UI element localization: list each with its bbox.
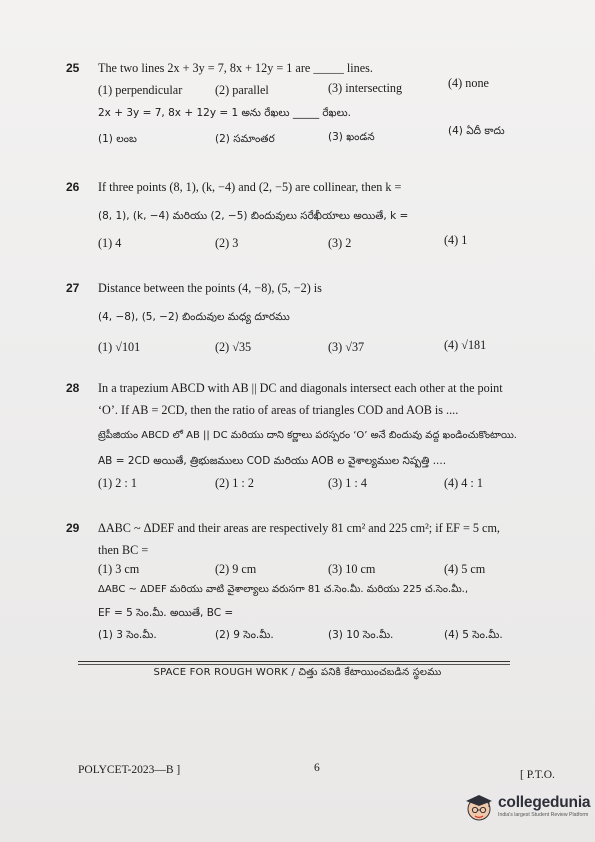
option-4: (4) √181 <box>444 338 487 352</box>
question-28 <box>66 382 566 492</box>
option-1-te: (1) 3 సెం.మీ. <box>98 629 157 641</box>
question-25 <box>66 62 566 152</box>
question-text-en-2: ‘O’. If AB = 2CD, then the ratio of areas of triangles COD and AOB is .... <box>98 403 459 417</box>
question-text-en: If three points (8, 1), (k, −4) and (2, −5) are collinear, then k = <box>98 180 402 194</box>
option-3: (3) √37 <box>328 340 365 354</box>
question-number: 28 <box>66 381 80 395</box>
option-1: (1) 3 cm <box>98 562 140 576</box>
option-2: (2) 1 : 2 <box>215 476 254 490</box>
question-number: 25 <box>66 61 80 75</box>
question-text-en-1: In a trapezium ABCD with AB || DC and diagonals intersect each other at the point <box>98 381 503 395</box>
question-number: 26 <box>66 180 80 194</box>
option-1: (1) perpendicular <box>98 83 183 97</box>
collegedunia-watermark <box>460 786 591 830</box>
option-1: (1) 4 <box>98 236 122 250</box>
question-number: 29 <box>66 521 80 535</box>
question-text-te-2: AB = 2CD అయితే, త్రిభుజములు COD మరియు AOB ల వైశాల్యముల నిష్పత్తి .... <box>98 455 447 467</box>
option-1-te: (1) లంబ <box>98 133 137 145</box>
option-3-te: (3) ఖండన <box>328 131 375 143</box>
rough-work-divider <box>78 661 510 662</box>
question-number: 27 <box>66 281 80 295</box>
rough-work-label <box>0 666 595 680</box>
option-3: (3) 10 cm <box>328 562 376 576</box>
question-text-te: 2x + 3y = 7, 8x + 12y = 1 అను రేఖలు _____ రేఖలు. <box>98 107 351 119</box>
option-4: (4) 1 <box>444 233 468 247</box>
option-4: (4) 4 : 1 <box>444 476 483 490</box>
rough-work-text: SPACE FOR ROUGH WORK / చిత్తు పనికి కేటాయించబడిన స్థలము <box>153 667 442 678</box>
option-2-te: (2) 9 సెం.మీ. <box>215 629 274 641</box>
question-27 <box>66 282 566 352</box>
option-3: (3) 2 <box>328 236 352 250</box>
option-2-te: (2) సమాంతర <box>215 133 275 145</box>
option-3-te: (3) 10 సెం.మీ. <box>328 629 394 641</box>
question-text-en: Distance between the points (4, −8), (5, −2) is <box>98 281 322 295</box>
question-text-te-2: EF = 5 సెం.మీ. అయితే, BC = <box>98 607 234 619</box>
option-4-te: (4) 5 సెం.మీ. <box>444 629 503 641</box>
option-2: (2) √35 <box>215 340 252 354</box>
question-26 <box>66 181 566 251</box>
question-text-en-1: ΔABC ~ ΔDEF and their areas are respectively 81 cm² and 225 cm²; if EF = 5 cm, <box>98 521 500 535</box>
paper-code: POLYCET-2023—B ] <box>78 764 181 776</box>
question-text-en-2: then BC = <box>98 543 149 557</box>
rough-work-divider-thin <box>78 664 510 665</box>
option-4: (4) 5 cm <box>444 562 486 576</box>
question-text-te-1: ట్రెపీజియం ABCD లో AB || DC మరియు దాని కర్ణాలు పరస్పరం ‘O’ అనే బిందువు వద్ద ఖండించుకొంటాయి. <box>98 430 517 441</box>
option-4: (4) none <box>448 76 489 90</box>
page-number: 6 <box>314 762 320 774</box>
option-2: (2) 9 cm <box>215 562 257 576</box>
collegedunia-logo-icon <box>464 792 494 824</box>
option-4-te: (4) ఏదీ కాదు <box>448 125 505 137</box>
option-1: (1) 2 : 1 <box>98 476 137 490</box>
option-2: (2) 3 <box>215 236 239 250</box>
collegedunia-brand: collegedunia <box>498 794 591 811</box>
collegedunia-tagline: India's largest Student Review Platform <box>498 812 589 818</box>
question-29 <box>66 522 566 647</box>
pto-label: [ P.T.O. <box>520 769 555 781</box>
question-text-en: The two lines 2x + 3y = 7, 8x + 12y = 1 are _____ lines. <box>98 61 373 75</box>
question-text-te: (4, −8), (5, −2) బిందువుల మధ్య దూరము <box>98 311 290 323</box>
option-1: (1) √101 <box>98 340 141 354</box>
option-2: (2) parallel <box>215 83 269 97</box>
option-3: (3) 1 : 4 <box>328 476 367 490</box>
option-3: (3) intersecting <box>328 81 403 95</box>
question-text-te-1: ΔABC ~ ΔDEF మరియు వాటి వైశాల్యాలు వరుసగా 81 చ.సెం.మీ. మరియు 225 చ.సెం.మీ., <box>98 584 469 595</box>
question-text-te: (8, 1), (k, −4) మరియు (2, −5) బిందువులు సరేఖీయాలు అయితే, k = <box>98 210 409 222</box>
